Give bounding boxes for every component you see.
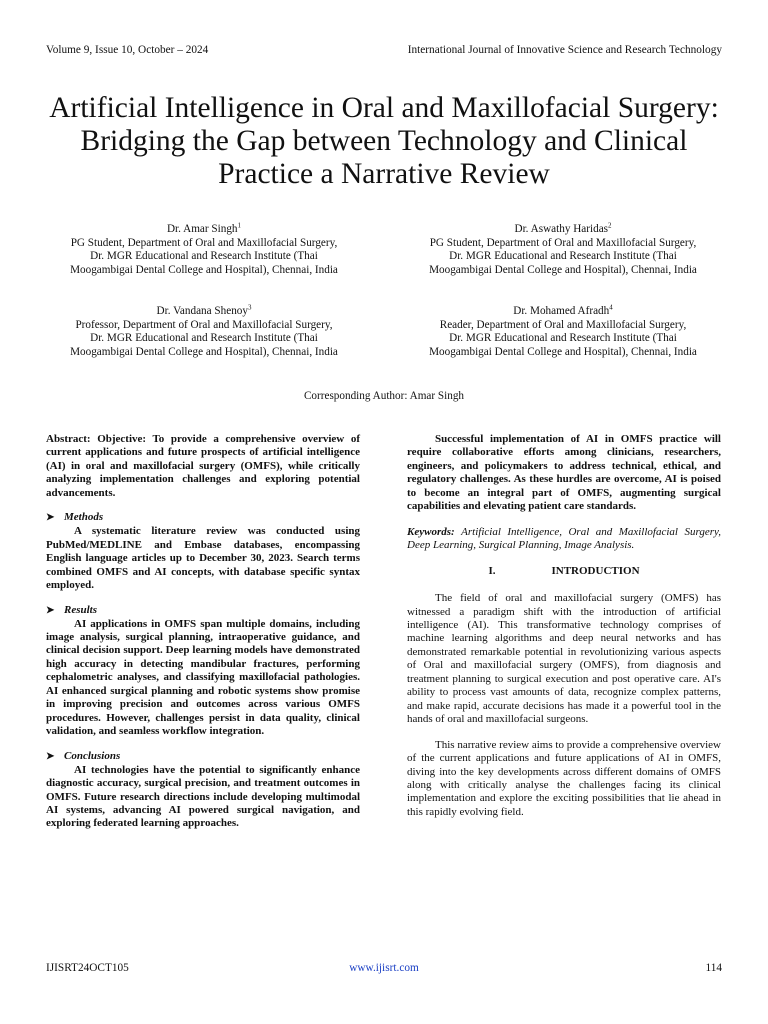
- author-block-4: Dr. Mohamed Afradh$^4$ Reader, Department of Oral and Maxillofacial Surgery, Dr. MGR Educational and Research Institute (Thai Moogambigai Dental College and Hospital), Chennai, India: [393, 305, 733, 359]
- methods-heading: ➤ Methods: [46, 511, 104, 524]
- page-number: 114: [705, 962, 722, 974]
- journal-url-link[interactable]: www.ijisrt.com: [349, 962, 419, 974]
- arrow-bullet-icon: ➤: [46, 604, 55, 616]
- author-block-1: Dr. Amar Singh$^1$ PG Student, Department of Oral and Maxillofacial Surgery, Dr. MGR Educational and Research Institute (Thai Moogambigai Dental College and Hospital), Chennai, India: [34, 223, 374, 277]
- abstract-objective: Abstract: Objective: To provide a comprehensive overview of current applications and future prospects of artificial intelligence (AI) in oral and maxillofacial surgery (OMFS), while critically analyzing implementation challenges and exploring potential advancements.: [46, 433, 360, 499]
- corresponding-author: Corresponding Author: Amar Singh: [303, 390, 465, 402]
- right-column: [407, 433, 721, 819]
- author-block-2: Dr. Aswathy Haridas$^2$ PG Student, Department of Oral and Maxillofacial Surgery, Dr. MGR Educational and Research Institute (Thai Moogambigai Dental College and Hospital), Chennai, India: [393, 223, 733, 277]
- conclusions-heading: ➤ Conclusions: [46, 749, 121, 762]
- introduction-paragraph-2: This narrative review aims to provide a comprehensive overview of the current applications and future applications of AI in OMFS, diving into the key developments across different domains of OMFS along with critically analyse the challenges facing its clinical implementation and explore the exciting possibilities that lie ahead in this rapidly evolving field.: [407, 738, 721, 818]
- running-header: [46, 44, 722, 60]
- author-block-3: Dr. Vandana Shenoy$^3$ Professor, Department of Oral and Maxillofacial Surgery, Dr. MGR Educational and Research Institute (Thai Moogambigai Dental College and Hospital), Chennai, India: [34, 305, 374, 359]
- arrow-bullet-icon: ➤: [46, 512, 55, 524]
- section-heading-introduction: I. INTRODUCTION: [488, 564, 640, 577]
- author-name-4: Dr. Mohamed Afradh$^4$: [513, 303, 613, 317]
- keywords: Keywords: Artificial Intelligence, Oral and Maxillofacial Surgery, Deep Learning, Surgical Planning, Image Analysis.: [407, 525, 722, 552]
- results-text: AI applications in OMFS span multiple domains, including image analysis, surgical planning, intraoperative guidance, and clinical decision support. Deep learning models have demonstrated high accuracy in detecting mandibular fractures, performing cephalometric analyses, and classifying maxillofacial pathologies. AI enhanced surgical planning and robotic systems show promise in improving precision and outcomes across various OMFS procedures. However, challenges persist in data quality, clinical validation, and seamless workflow integration.: [46, 617, 360, 738]
- paper-title: Artificial Intelligence in Oral and Maxillofacial Surgery: Bridging the Gap between Technology and Clinical Practice a Narrative Review: [49, 92, 719, 190]
- left-column: [46, 433, 360, 831]
- abstract-continuation: Successful implementation of AI in OMFS practice will require collaborative efforts among clinicians, researchers, engineers, and policymakers to address technical, ethical, and regulatory challenges. As these hurdles are overcome, AI is poised to become an integral part of OMFS, augmenting surgical capabilities and elevating patient care standards.: [407, 433, 721, 513]
- page-footer: [46, 962, 722, 978]
- author-name-2: Dr. Aswathy Haridas$^2$: [514, 221, 612, 235]
- author-name-1: Dr. Amar Singh$^1$: [166, 221, 242, 235]
- journal-name: International Journal of Innovative Science and Research Technology: [407, 44, 722, 56]
- methods-text: A systematic literature review was conducted using PubMed/MEDLINE and Embase databases, encompassing English language articles up to December 30, 2023. Search terms combined OMFS and AI concepts, with database specific syntax employed.: [46, 525, 360, 592]
- introduction-paragraph-1: The field of oral and maxillofacial surgery (OMFS) has witnessed a paradigm shift with the introduction of artificial intelligence (AI). This transformative technology comprises of machine learning algorithms and deep neural networks and has demonstrated remarkable potential in revolutionizing various aspects of Oral and maxillofacial surgery (OMFS), from diagnosis and treatment planning to surgical execution and post operative care. AI's ability to process vast amounts of data, recognize complex patterns, and make rapid, accurate decisions has made it a powerful tool in the hands of oral and maxillofacial surgeons.: [407, 592, 721, 726]
- conclusions-text: AI technologies have the potential to significantly enhance diagnostic accuracy, surgical precision, and treatment outcomes in OMFS. Future research directions include developing multimodal AI systems, advancing AI powered surgical navigation, and exploring federated learning approaches.: [46, 763, 360, 830]
- arrow-bullet-icon: ➤: [46, 750, 55, 762]
- results-heading: ➤ Results: [46, 603, 98, 616]
- volume-info: Volume 9, Issue 10, October – 2024: [46, 44, 209, 56]
- author-name-3: Dr. Vandana Shenoy$^3$: [156, 303, 252, 317]
- article-id: IJISRT24OCT105: [46, 962, 129, 974]
